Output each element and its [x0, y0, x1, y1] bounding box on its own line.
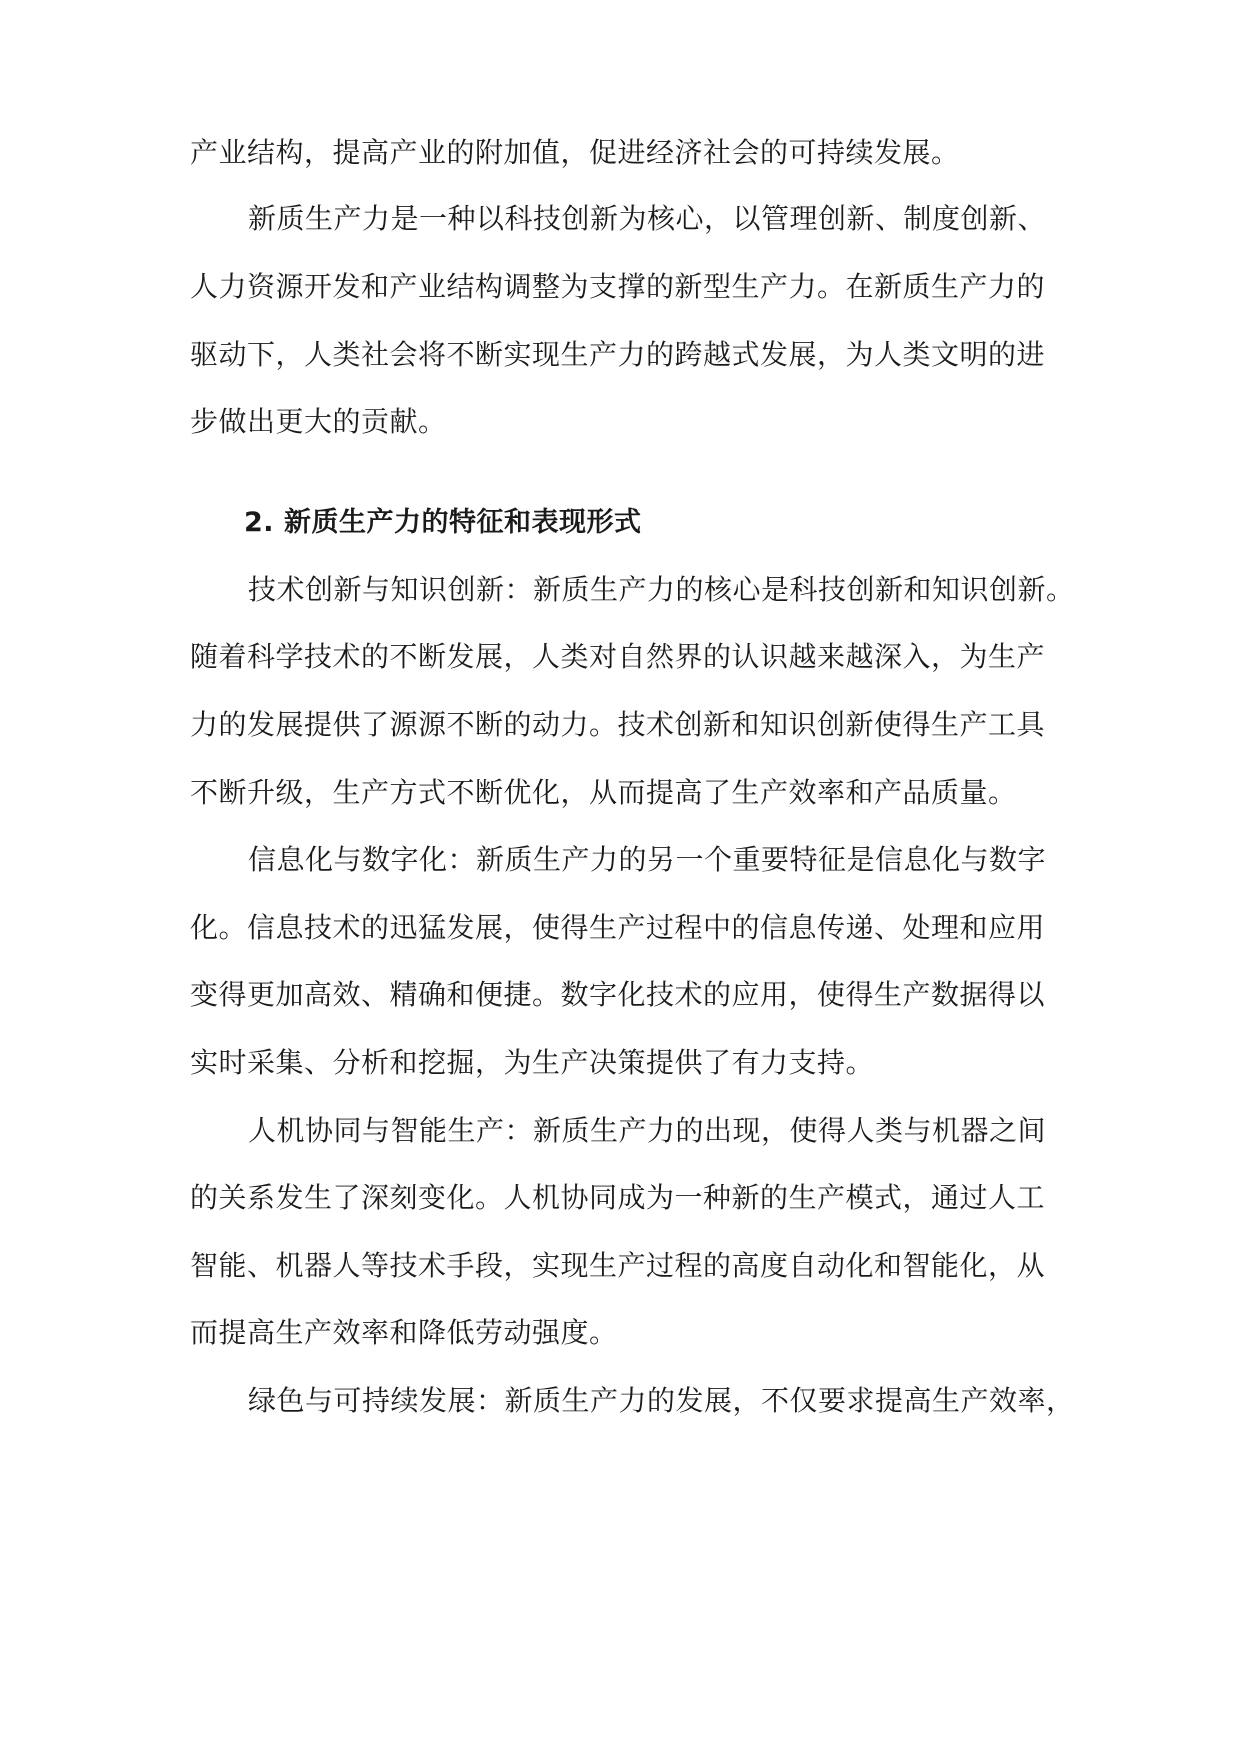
paragraph-line: 力的发展提供了源源不断的动力。技术创新和知识创新使得生产工具	[190, 708, 1046, 741]
paragraph-line: 步做出更大的贡献。	[190, 405, 447, 438]
paragraph-line: 随着科学技术的不断发展，人类对自然界的认识越来越深入，为生产	[190, 640, 1046, 673]
paragraph-line: 不断升级，生产方式不断优化，从而提高了生产效率和产品质量。	[190, 776, 1017, 809]
paragraph-line: 的关系发生了深刻变化。人机协同成为一种新的生产模式，通过人工	[190, 1181, 1046, 1214]
paragraph-line: 人机协同与智能生产：新质生产力的出现，使得人类与机器之间	[248, 1114, 1047, 1147]
paragraph-line: 智能、机器人等技术手段，实现生产过程的高度自动化和智能化，从	[190, 1249, 1046, 1282]
paragraph-line: 化。信息技术的迅猛发展，使得生产过程中的信息传递、处理和应用	[190, 911, 1046, 944]
section-heading: 2. 新质生产力的特征和表现形式	[244, 507, 642, 538]
paragraph-line: 信息化与数字化：新质生产力的另一个重要特征是信息化与数字	[248, 843, 1047, 876]
paragraph-line: 产业结构，提高产业的附加值，促进经济社会的可持续发展。	[190, 136, 960, 169]
paragraph-line: 技术创新与知识创新：新质生产力的核心是科技创新和知识创新。	[248, 573, 1075, 606]
paragraph-line: 人力资源开发和产业结构调整为支撑的新型生产力。在新质生产力的	[190, 270, 1046, 303]
paragraph-line: 而提高生产效率和降低劳动强度。	[190, 1316, 618, 1349]
paragraph-line: 实时采集、分析和挖掘，为生产决策提供了有力支持。	[190, 1046, 875, 1079]
paragraph-line: 新质生产力是一种以科技创新为核心，以管理创新、制度创新、	[248, 202, 1047, 235]
paragraph-line: 变得更加高效、精确和便捷。数字化技术的应用，使得生产数据得以	[190, 978, 1046, 1011]
paragraph-line: 绿色与可持续发展：新质生产力的发展，不仅要求提高生产效率，	[248, 1384, 1075, 1417]
paragraph-line: 驱动下，人类社会将不断实现生产力的跨越式发展，为人类文明的进	[190, 338, 1046, 371]
